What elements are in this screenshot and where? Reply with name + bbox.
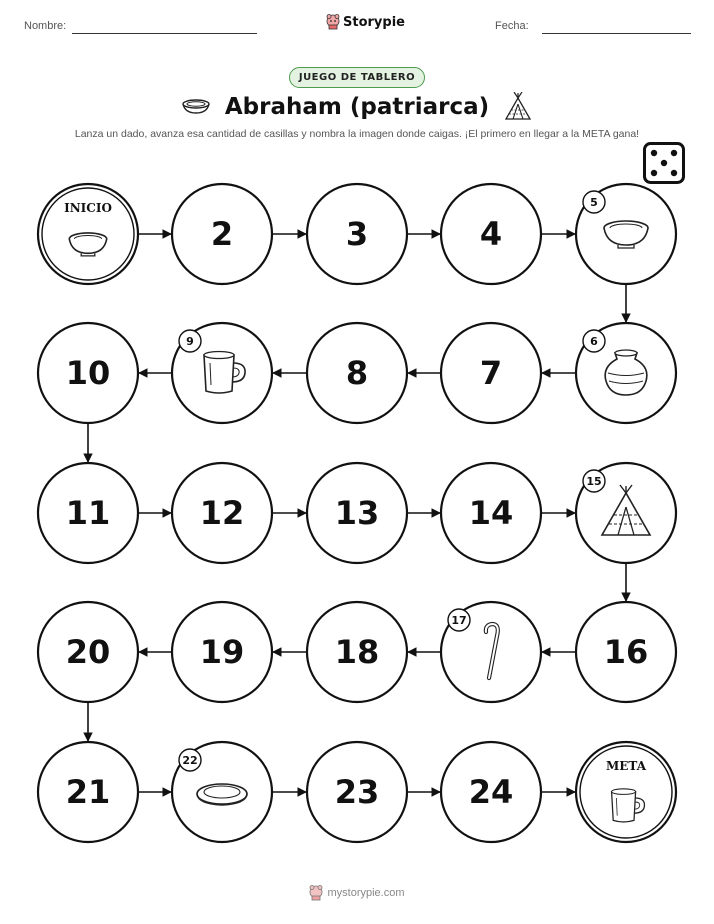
space-number: 18 xyxy=(334,633,380,671)
space-number: 9 xyxy=(186,335,194,348)
board-space-11 xyxy=(38,463,138,563)
board-space-25 xyxy=(576,742,676,842)
board-space-24 xyxy=(441,742,541,842)
space-number: 11 xyxy=(65,494,111,532)
board-space-16 xyxy=(576,602,676,702)
space-number: 17 xyxy=(451,614,467,627)
board-space-8 xyxy=(307,323,407,423)
space-number: 19 xyxy=(199,633,245,671)
space-number: 14 xyxy=(468,494,514,532)
board-space-21 xyxy=(38,742,138,842)
space-number-badge xyxy=(583,470,605,492)
board-space-14 xyxy=(441,463,541,563)
space-number: 7 xyxy=(479,354,503,392)
space-number: 21 xyxy=(65,773,111,811)
space-number: 6 xyxy=(590,335,598,348)
page-title: Abraham (patriarca) xyxy=(224,94,490,120)
board-space-12 xyxy=(172,463,272,563)
space-number: 23 xyxy=(334,773,380,811)
footer-url[interactable]: mystorypie.com xyxy=(327,887,405,899)
space-number: 4 xyxy=(479,215,503,253)
space-label: INICIO xyxy=(64,201,112,215)
plate-icon xyxy=(197,784,247,805)
name-label: Nombre: xyxy=(24,20,67,32)
board-space-18 xyxy=(307,602,407,702)
board-space-13 xyxy=(307,463,407,563)
space-number-badge xyxy=(179,749,201,771)
board-space-23 xyxy=(307,742,407,842)
board-space-9 xyxy=(172,323,272,423)
space-number: 24 xyxy=(468,773,514,811)
board-space-10 xyxy=(38,323,138,423)
board-space-3 xyxy=(307,184,407,284)
board-space-15 xyxy=(576,463,676,563)
board-space-20 xyxy=(38,602,138,702)
space-number: 3 xyxy=(345,215,369,253)
space-number-badge xyxy=(448,609,470,631)
space-number: 8 xyxy=(345,354,369,392)
board-space-7 xyxy=(441,323,541,423)
space-number: 20 xyxy=(65,633,111,671)
space-number: 10 xyxy=(65,354,111,392)
storypie-mascot-icon xyxy=(309,885,323,901)
space-label: META xyxy=(605,759,647,773)
board-space-4 xyxy=(441,184,541,284)
space-number-badge xyxy=(583,191,605,213)
space-number-badge xyxy=(583,330,605,352)
space-number-badge xyxy=(179,330,201,352)
space-number: 13 xyxy=(334,494,380,532)
space-number: 22 xyxy=(182,754,198,767)
board-space-5 xyxy=(576,184,676,284)
space-number: 16 xyxy=(603,633,649,671)
footer xyxy=(309,885,404,901)
board-space-6 xyxy=(576,323,676,423)
board-space-17 xyxy=(441,602,541,702)
board-space-1 xyxy=(38,184,138,284)
game-type-badge: JUEGO DE TABLERO xyxy=(289,67,425,88)
space-number: 5 xyxy=(590,196,598,209)
space-number: 12 xyxy=(199,494,245,532)
brand-name: Storypie xyxy=(343,14,405,30)
space-number: 2 xyxy=(210,215,234,253)
space-number: 15 xyxy=(586,475,602,488)
board-space-22 xyxy=(172,742,272,842)
date-label: Fecha: xyxy=(495,20,529,32)
instructions: Lanza un dado, avanza esa cantidad de casillas y nombra la imagen donde caigas. ¡El primero en llegar a la META gana! xyxy=(74,128,640,140)
board-space-2 xyxy=(172,184,272,284)
board-space-19 xyxy=(172,602,272,702)
